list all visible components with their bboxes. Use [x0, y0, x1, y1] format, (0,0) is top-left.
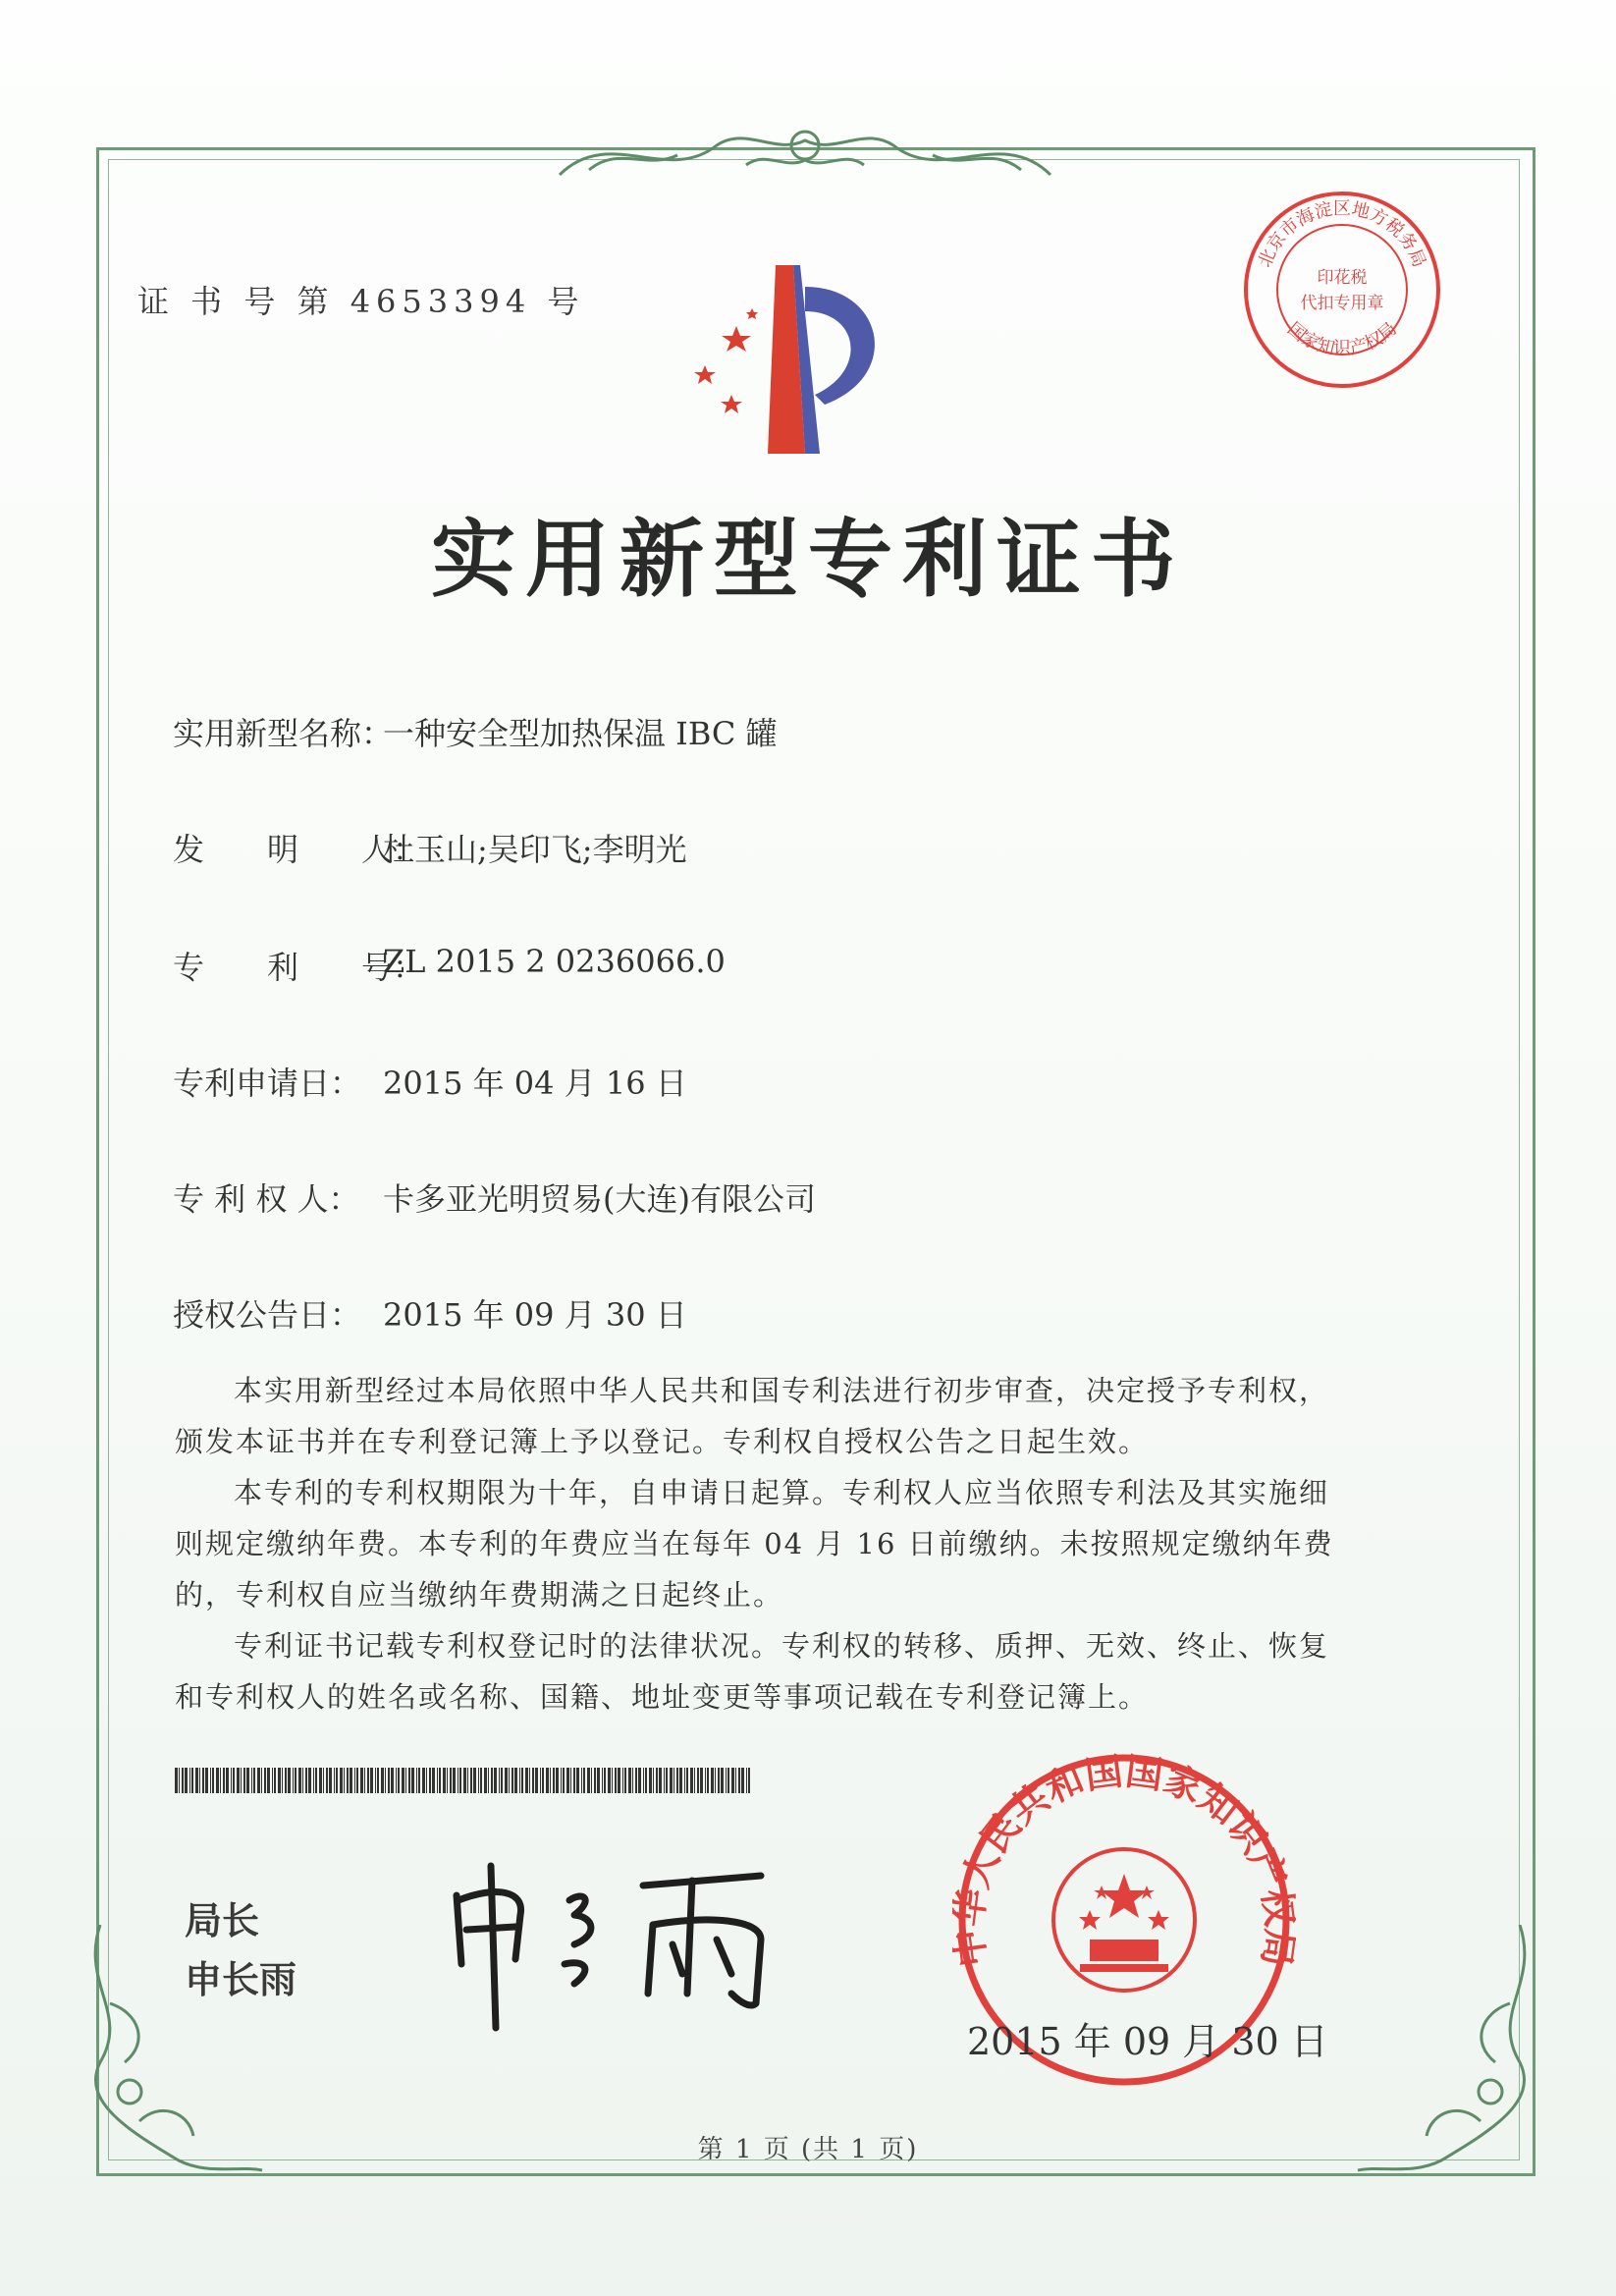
field-value-grant-date: 2015 年 09 月 30 日 [383, 1296, 687, 1334]
barcode [175, 1768, 754, 1793]
patent-office-logo [658, 257, 913, 464]
certificate-number: 证 书 号 第 4653394 号 [137, 283, 585, 320]
tax-stamp-seal [1239, 187, 1445, 393]
field-label-inventors: 发 明 人： [173, 831, 425, 868]
certificate-title: 实用新型专利证书 [431, 510, 1185, 609]
field-value-patentee: 卡多亚光明贸易(大连)有限公司 [383, 1180, 816, 1218]
field-label-patent-number: 专 利 号： [173, 949, 425, 986]
director-title: 局长 [185, 1899, 260, 1942]
svg-text:印花税: 印花税 [1317, 268, 1368, 288]
seal-date: 2015 年 09 月 30 日 [967, 2020, 1328, 2063]
svg-text:代扣专用章: 代扣专用章 [1300, 294, 1384, 313]
field-value-patent-number: ZL 2015 2 0236066.0 [383, 943, 726, 980]
body-paragraph-3: 专利证书记载专利权登记时的法律状况。专利权的转移、质押、无效、终止、恢复和专利权人的姓名或名称、国籍、地址变更等事项记载在专利登记簿上。 [175, 1629, 1330, 1714]
handwritten-signature [437, 1846, 790, 2033]
svg-text:北京市海淀区地方税务局: 北京市海淀区地方税务局 [1254, 198, 1430, 271]
page-number: 第 1 页 (共 1 页) [697, 2135, 919, 2164]
svg-text:国家知识产权局: 国家知识产权局 [1283, 318, 1401, 359]
body-paragraph-2: 本专利的专利权期限为十年，自申请日起算。专利权人应当依照专利法及其实施细则规定缴纳年费。本专利的年费应当在每年 04 月 16 日前缴纳。未按照规定缴纳年费的，专利权自应当缴纳年费期满之日起终止。 [175, 1476, 1334, 1612]
field-value-application-date: 2015 年 04 月 16 日 [383, 1065, 687, 1102]
field-label-application-date: 专利申请日： [173, 1065, 362, 1102]
certificate-body [175, 1365, 1353, 1722]
field-label-name: 实用新型名称： [173, 715, 394, 752]
body-paragraph-1: 本实用新型经过本局依照中华人民共和国专利法进行初步审查，决定授予专利权，颁发本证书并在专利登记簿上予以登记。专利权自授权公告之日起生效。 [175, 1374, 1330, 1458]
field-label-patentee: 专 利 权 人： [173, 1180, 360, 1218]
svg-text:中华人民共和国国家知识产权局: 人民共和国国家知识产 [953, 1749, 1295, 1894]
top-ornament [550, 116, 1060, 194]
field-value-name: 一种安全型加热保温 IBC 罐 [383, 715, 778, 752]
director-name: 申长雨 [185, 1958, 297, 2001]
field-value-inventors: 杜玉山;吴印飞;李明光 [383, 831, 687, 868]
field-label-grant-date: 授权公告日： [173, 1296, 362, 1334]
